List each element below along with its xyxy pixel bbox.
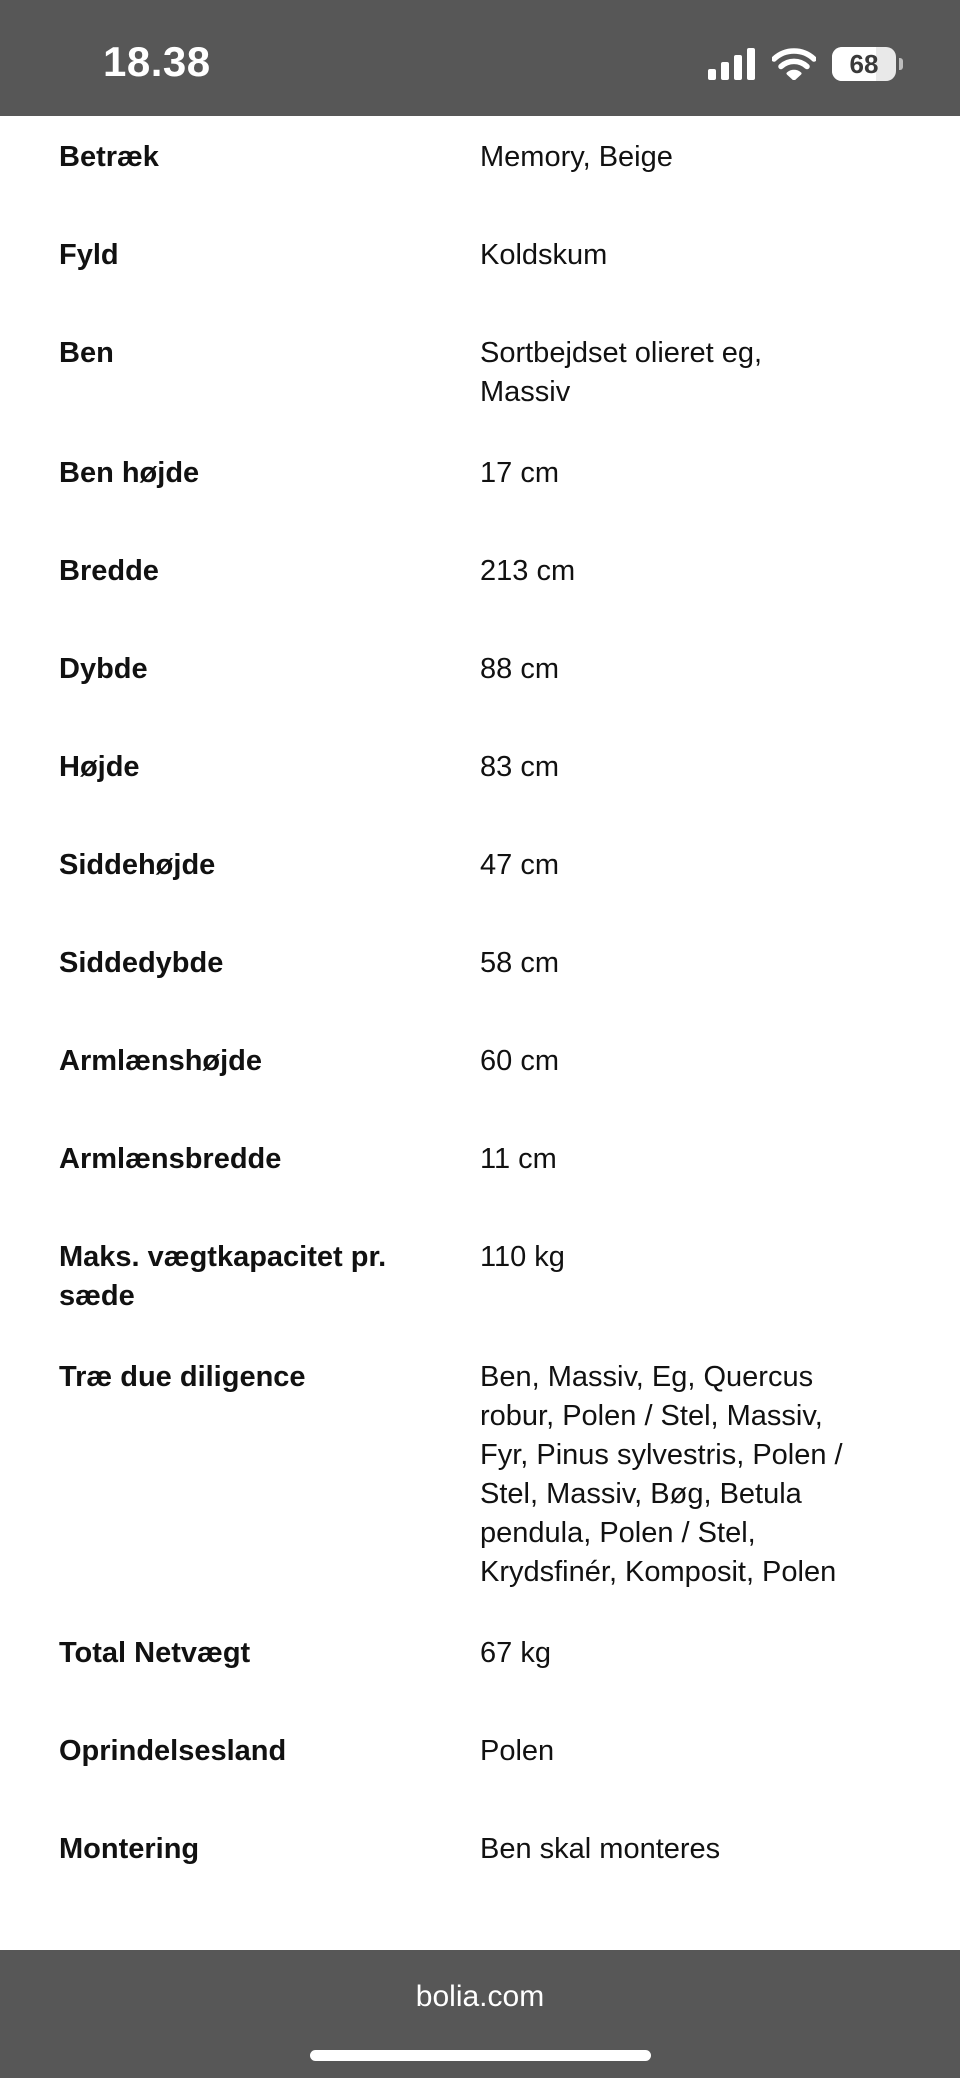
spec-row [59, 432, 901, 530]
spec-value: Memory, Beige [480, 141, 673, 173]
spec-value: 11 cm [480, 1143, 557, 1175]
spec-value: Sortbejdset olieret eg, Massiv [480, 337, 763, 408]
spec-label: Betræk [59, 141, 159, 173]
battery-icon [832, 47, 896, 81]
spec-label: Montering [59, 1833, 200, 1865]
spec-row [59, 922, 901, 1020]
spec-value: 58 cm [480, 947, 559, 979]
spec-label: Siddedybde [59, 947, 224, 979]
spec-label: Ben [59, 337, 114, 369]
browser-bottom-bar [0, 1950, 960, 2078]
spec-value: Ben, Massiv, Eg, Quercus robur, Polen / Stel, Massiv, Fyr, Pinus sylvestris, Polen / Stel, Massiv, Bøg, Betula pendula, Polen / Stel, Krydsfinér, Komposit, Polen [480, 1361, 843, 1588]
spec-row [59, 312, 901, 432]
spec-value: 67 kg [480, 1637, 551, 1669]
home-indicator[interactable] [310, 2050, 651, 2061]
spec-row [59, 214, 901, 312]
spec-value: Polen [480, 1735, 555, 1767]
spec-label: Ben højde [59, 457, 200, 489]
spec-row [59, 628, 901, 726]
spec-label: Armlænsbredde [59, 1143, 282, 1175]
spec-row [59, 1710, 901, 1808]
cellular-signal-icon [708, 48, 756, 80]
battery-nub [899, 58, 903, 70]
product-specifications [0, 116, 960, 1906]
spec-label: Dybde [59, 653, 148, 685]
spec-row [59, 1216, 901, 1336]
spec-row [59, 530, 901, 628]
spec-row [59, 1336, 901, 1612]
spec-row [59, 1020, 901, 1118]
spec-row [59, 824, 901, 922]
status-bar [0, 0, 960, 116]
spec-label: Træ due diligence [59, 1361, 306, 1393]
spec-row [59, 1118, 901, 1216]
spec-row [59, 116, 901, 214]
status-time: 18.38 [103, 38, 211, 85]
spec-label: Fyld [59, 239, 119, 271]
spec-label: Højde [59, 751, 140, 783]
status-icons [708, 44, 896, 84]
address-bar-url[interactable]: bolia.com [415, 1980, 545, 2013]
spec-value: 17 cm [480, 457, 559, 489]
spec-row [59, 1808, 901, 1906]
spec-value: 60 cm [480, 1045, 559, 1077]
spec-label: Armlænshøjde [59, 1045, 263, 1077]
spec-value: 88 cm [480, 653, 559, 685]
spec-value: 213 cm [480, 555, 576, 587]
battery-level: 68 [849, 48, 879, 79]
wifi-icon [772, 48, 816, 80]
spec-label: Oprindelsesland [59, 1735, 287, 1767]
spec-label: Maks. vægtkapacitet pr. sæde [59, 1241, 387, 1312]
spec-row [59, 1612, 901, 1710]
spec-label: Siddehøjde [59, 849, 216, 881]
spec-value: 83 cm [480, 751, 559, 783]
spec-label: Bredde [59, 555, 159, 587]
spec-label: Total Netvægt [59, 1637, 251, 1669]
spec-value: Koldskum [480, 239, 608, 271]
spec-value: 47 cm [480, 849, 559, 881]
spec-row [59, 726, 901, 824]
spec-value: 110 kg [480, 1241, 565, 1273]
spec-value: Ben skal monteres [480, 1833, 721, 1865]
